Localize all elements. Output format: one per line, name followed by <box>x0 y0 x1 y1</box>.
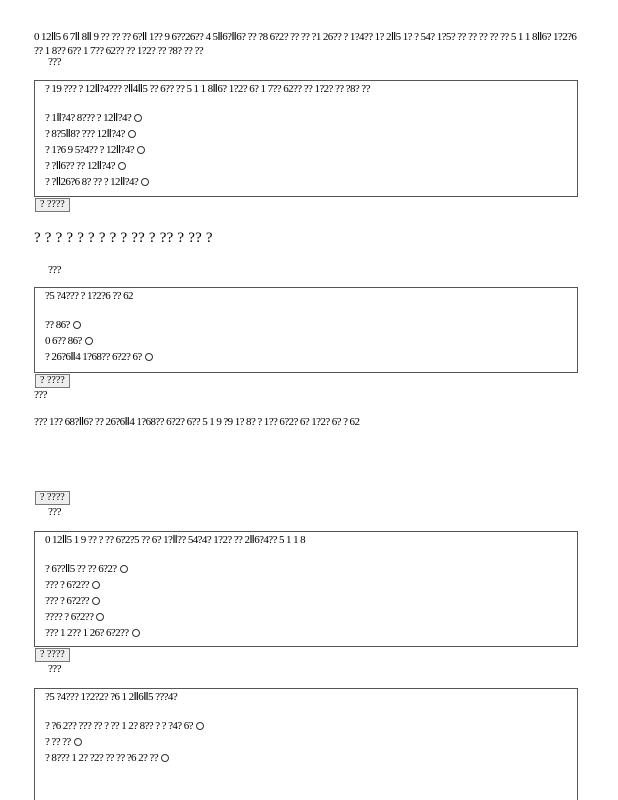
radio-button[interactable] <box>74 738 82 746</box>
vote-button-4[interactable]: ? ???? <box>35 648 70 662</box>
section2-subtext: ??? <box>48 264 61 276</box>
poll-option[interactable] <box>45 593 567 609</box>
section-heading: ? ? ? ? ? ? ? ? ? ?? ? ?? ? ?? ? <box>34 230 213 246</box>
option-label: ? 1?6 9 5?4?? ? 12Ⅱ?4? <box>45 144 135 156</box>
section4-subtext: ??? <box>48 663 61 675</box>
option-label: ???? ? 6?2?? <box>45 611 94 623</box>
intro-line-1: 0 12Ⅱ5 6 7Ⅱ 8Ⅱ 9 ?? ?? ?? 6?Ⅱ 1?? 9 6??26?? 4 5Ⅱ6?Ⅱ6? ?? ?8 6?2? ?? ?? ?1 26?? ? 1?4?? 1? 2Ⅱ5 1? ? 54? 1?5? ?? ?? ?? ?? ?? 5 1 1 8Ⅱ6? 1?2?6 <box>34 31 577 43</box>
radio-button[interactable] <box>128 130 136 138</box>
vote-button-3[interactable]: ? ???? <box>35 491 70 505</box>
option-label: ??? ? 6?2?? <box>45 579 90 591</box>
option-label: ? ?6 2?? ??? ?? ? ?? 1 2? 8?? ? ? ?4? 6? <box>45 720 193 732</box>
poll-option[interactable] <box>45 142 567 158</box>
section3-subtext: ??? <box>48 506 61 518</box>
radio-button[interactable] <box>85 337 93 345</box>
option-label: 0 6?? 86? <box>45 335 82 347</box>
poll-option[interactable] <box>45 174 567 190</box>
poll-question-4: ?5 ?4??? 1?2?2? ?6 1 2Ⅱ6Ⅱ5 ???4? <box>45 691 178 703</box>
poll-option[interactable] <box>45 349 567 365</box>
option-label: ??? 1 2?? 1 26? 6?2?? <box>45 627 129 639</box>
poll-option[interactable] <box>45 317 567 333</box>
radio-button[interactable] <box>134 114 142 122</box>
poll-option[interactable] <box>45 734 567 750</box>
poll-option[interactable] <box>45 625 567 641</box>
radio-button[interactable] <box>132 629 140 637</box>
radio-button[interactable] <box>196 722 204 730</box>
poll-option[interactable] <box>45 577 567 593</box>
option-label: ? ?? ?? <box>45 736 71 748</box>
vote-button-2[interactable]: ? ???? <box>35 374 70 388</box>
radio-button[interactable] <box>92 581 100 589</box>
poll-box-1 <box>34 80 578 197</box>
option-label: ??? ? 6?2?? <box>45 595 90 607</box>
poll-option[interactable] <box>45 333 567 349</box>
option-label: ? 8??? 1 2? ?2? ?? ?? ?6 2? ?? <box>45 752 158 764</box>
poll-box-2 <box>34 287 578 373</box>
poll-option[interactable] <box>45 750 567 766</box>
radio-button[interactable] <box>137 146 145 154</box>
radio-button[interactable] <box>118 162 126 170</box>
poll-option[interactable] <box>45 609 567 625</box>
poll-box-4 <box>34 688 578 800</box>
poll-option[interactable] <box>45 158 567 174</box>
option-label: ? 26?6Ⅱ4 1?68?? 6?2? 6? <box>45 351 142 363</box>
poll-option[interactable] <box>45 110 567 126</box>
radio-button[interactable] <box>73 321 81 329</box>
poll-question-1: ? 19 ??? ? 12Ⅱ?4??? ?Ⅱ4Ⅱ5 ?? 6?? ?? 5 1 1 8Ⅱ6? 1?2? 6? 1 7?? 62?? ?? 1?2? ?? ?8? ?? <box>45 83 370 95</box>
intro-line-2: ?? 1 8?? 6?? 1 7?? 62?? ?? 1?2? ?? ?8? ?? ?? <box>34 45 204 57</box>
radio-button[interactable] <box>161 754 169 762</box>
option-label: ? 8?5Ⅱ8? ??? 12Ⅱ?4? <box>45 128 125 140</box>
poll-option[interactable] <box>45 561 567 577</box>
option-label: ? 1Ⅱ?4? 8??? ? 12Ⅱ?4? <box>45 112 132 124</box>
poll-question-3: 0 12Ⅱ5 1 9 ?? ? ?? 6?2?5 ?? 6? 1?Ⅱ?? 54?4? 1?2? ?? 2Ⅱ6?4?? 5 1 1 8 <box>45 534 306 546</box>
option-label: ? 6??Ⅱ5 ?? ?? 6?2? <box>45 563 117 575</box>
body-paragraph: ??? 1?? 68?Ⅱ6? ?? 26?6Ⅱ4 1?68?? 6?2? 6?? 5 1 9 ?9 1? 8? ? 1?? 6?2? 6? 1?2? 6? ? 62 <box>34 416 360 428</box>
poll-box-3 <box>34 531 578 647</box>
poll-option[interactable] <box>45 126 567 142</box>
radio-button[interactable] <box>96 613 104 621</box>
intro-text <box>34 30 594 58</box>
poll-question-2: ?5 ?4??? ? 1?2?6 ?? 62 <box>45 290 133 302</box>
vote-button-1[interactable]: ? ???? <box>35 198 70 212</box>
option-label: ?? 86? <box>45 319 70 331</box>
radio-button[interactable] <box>92 597 100 605</box>
option-label: ? ?Ⅱ6?? ?? 12Ⅱ?4? <box>45 160 115 172</box>
option-label: ? ?Ⅱ26?6 8? ?? ? 12Ⅱ?4? <box>45 176 139 188</box>
radio-button[interactable] <box>141 178 149 186</box>
note-text: ??? <box>34 389 47 401</box>
poll-option[interactable] <box>45 718 567 734</box>
intro-subtext: ??? <box>48 56 61 68</box>
radio-button[interactable] <box>145 353 153 361</box>
radio-button[interactable] <box>120 565 128 573</box>
